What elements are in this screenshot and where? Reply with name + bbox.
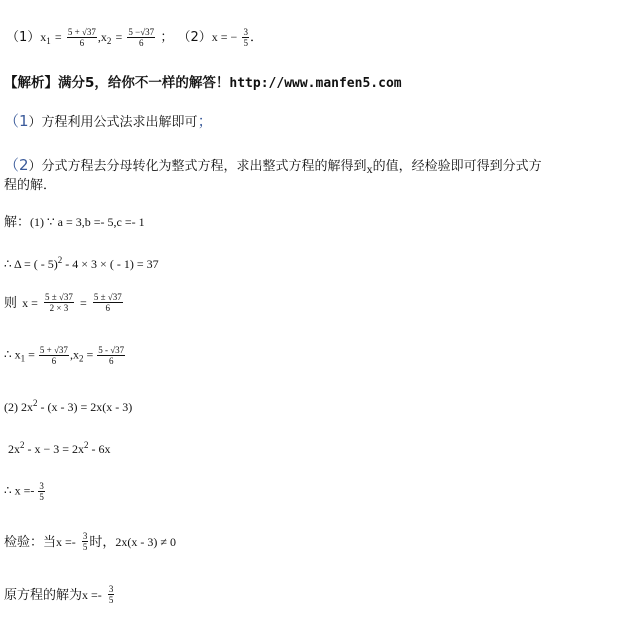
eq2-lhs: (2) 2x <box>4 400 33 414</box>
discriminant-exponent: 2 <box>57 255 63 265</box>
x-answer-numerator: 3 <box>243 27 248 37</box>
eq3-exponent-2: 2 <box>84 440 89 450</box>
equals-sign-3: = <box>79 296 87 310</box>
analysis-part2-text-b: 的值，经检验即可得到分式方 <box>372 159 542 174</box>
x-answer-lhs: x = − <box>211 30 238 44</box>
x2-fraction <box>127 27 155 48</box>
final-numerator: 3 <box>108 584 114 594</box>
solution-line5 <box>4 398 132 415</box>
x-equals: x = <box>22 296 38 310</box>
check-fraction <box>82 531 89 552</box>
formula-fraction-2 <box>93 292 123 313</box>
final-answer-label: 原方程的解为 <box>4 588 83 603</box>
analysis-part1-number: （1 <box>4 112 29 130</box>
semicolon: ； <box>160 30 174 45</box>
analysis-header <box>4 71 402 91</box>
eq3-middle: - x − 3 = 2x <box>24 442 85 456</box>
analysis-part2-cont: 程的解． <box>4 178 57 193</box>
roots-fraction-1-num: 5 + √37 <box>39 345 68 355</box>
final-x: x =- <box>82 588 102 602</box>
roots-fraction-1 <box>39 345 69 366</box>
comma: , <box>97 30 101 44</box>
solution-line1 <box>4 211 145 230</box>
check-denominator: 5 <box>82 542 88 552</box>
solution-line6 <box>8 440 111 457</box>
header-text: 【解析】满分5，给你不一样的解答！ <box>4 75 230 91</box>
therefore-x: ∴ x =- <box>4 483 35 498</box>
x-answer-fraction <box>242 27 249 48</box>
final-fraction <box>108 584 115 605</box>
roots-fraction-2 <box>97 345 125 366</box>
roots-fraction-2-num: 5 - √37 <box>98 345 125 355</box>
roots-equals-2: = <box>86 347 94 362</box>
solution-label: 解： <box>4 215 31 230</box>
check-condition: 2x(x - 3) ≠ 0 <box>115 535 176 549</box>
roots-equals-1: = <box>28 347 35 362</box>
solution-line3 <box>4 292 124 313</box>
x2-symbol: x <box>100 30 107 44</box>
discriminant-lhs: ∴ Δ = ( - 5) <box>4 257 58 271</box>
analysis-part1 <box>4 110 213 131</box>
analysis-part1-end: ； <box>197 112 213 130</box>
solution-line9 <box>4 584 115 605</box>
check-numerator: 3 <box>82 531 88 541</box>
equals-sign: = <box>54 30 62 44</box>
eq2-rest: - (x - 3) = 2x(x - 3) <box>37 400 133 414</box>
formula-fraction-2-num: 5 ± √37 <box>93 292 122 302</box>
therefore-fraction <box>38 481 45 502</box>
equals-sign-2: = <box>115 30 123 44</box>
solution-line2 <box>4 255 159 272</box>
solution-coefficients: (1) ∵ a = 3,b =- 5,c =- 1 <box>30 215 145 229</box>
therefore-numerator: 3 <box>39 481 44 491</box>
analysis-part2-number: （2 <box>4 156 29 174</box>
x1-symbol: x <box>40 30 47 44</box>
x2-numerator: 5 −√37 <box>128 27 155 37</box>
eq3-exponent: 2 <box>20 440 25 450</box>
x-answer-denominator: 5 <box>243 38 248 48</box>
part1-label: （1） <box>6 30 41 45</box>
x1-numerator: 5 + √37 <box>67 27 96 37</box>
therefore-denominator: 5 <box>39 492 44 502</box>
analysis-part2-text-a: ）分式方程去分母转化为整式方程，求出整式方程的解得到 <box>28 159 367 174</box>
x1-fraction <box>67 27 97 48</box>
x2-subscript: 2 <box>106 36 112 46</box>
x2-denominator: 6 <box>139 38 144 48</box>
header-url: http://www.manfen5.com <box>229 76 402 91</box>
roots-x1: ∴ x <box>4 347 21 362</box>
solution-line4 <box>4 345 126 366</box>
analysis-part2 <box>4 154 542 177</box>
eq3-lhs: 2x <box>8 442 20 456</box>
final-denominator: 5 <box>108 595 114 605</box>
check-label: 检验：当 <box>4 535 57 550</box>
roots-x1-sub: 1 <box>20 353 26 364</box>
then-label: 则 <box>4 296 18 311</box>
analysis-part2-x: x <box>366 162 373 176</box>
formula-fraction-1 <box>44 292 74 313</box>
roots-x2: ,x <box>69 347 79 362</box>
eq2-exponent: 2 <box>33 398 38 408</box>
period: ． <box>249 30 263 45</box>
roots-x2-sub: 2 <box>78 353 84 364</box>
eq3-rest: - 6x <box>88 442 111 456</box>
formula-fraction-1-num: 5 ± √37 <box>44 292 73 302</box>
check-when: 时， <box>89 535 116 550</box>
check-x: x =- <box>56 535 76 549</box>
roots-fraction-2-den: 6 <box>108 356 114 366</box>
x1-subscript: 1 <box>46 36 51 46</box>
discriminant-rhs: - 4 × 3 × ( - 1) = 37 <box>62 257 159 271</box>
analysis-part1-text: ）方程利用公式法求出解即可 <box>28 115 198 130</box>
formula-fraction-1-den: 2 × 3 <box>49 303 69 313</box>
part2-label: （2） <box>177 30 212 45</box>
formula-fraction-2-den: 6 <box>105 303 111 313</box>
solution-line7 <box>4 481 46 502</box>
roots-fraction-1-den: 6 <box>51 356 57 366</box>
x1-denominator: 6 <box>79 38 85 48</box>
solution-line8 <box>4 531 176 552</box>
answer-line <box>6 26 263 48</box>
